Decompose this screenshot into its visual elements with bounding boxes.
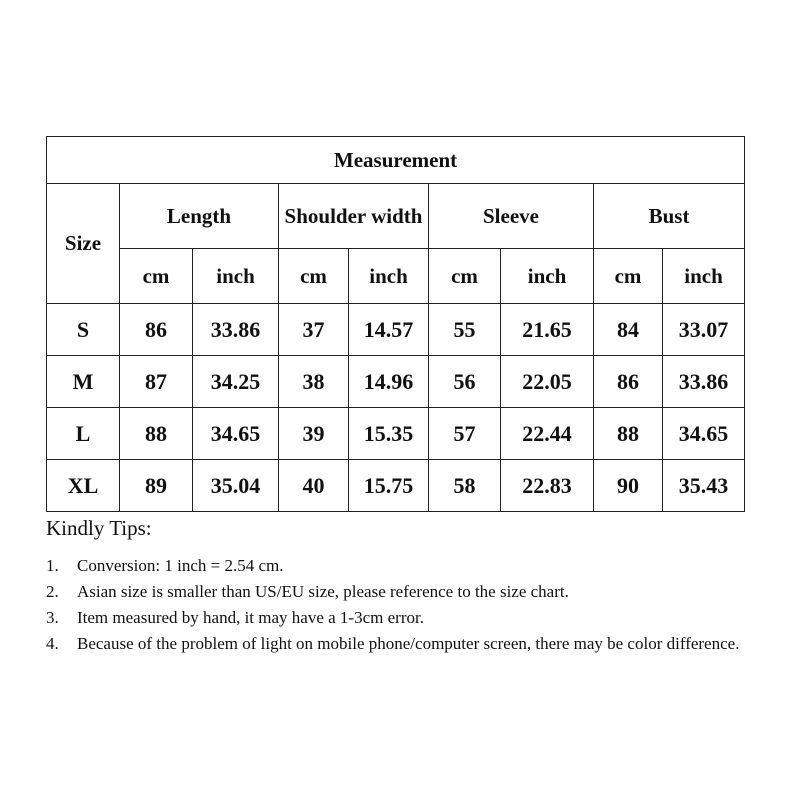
value-cell: 86 [120,304,193,356]
tip-text: Because of the problem of light on mobile phone/computer screen, there may be color difference. [77,634,740,653]
tip-number: 3. [46,608,59,627]
unit-header-cm: cm [279,249,349,304]
group-header-bust: Bust [594,184,745,249]
tip-number: 1. [46,556,59,575]
group-header-sleeve: Sleeve [429,184,594,249]
value-cell: 57 [429,408,501,460]
value-cell: 55 [429,304,501,356]
value-cell: 35.04 [193,460,279,512]
value-cell: 14.57 [349,304,429,356]
value-cell: 89 [120,460,193,512]
value-cell: 22.83 [501,460,594,512]
unit-header-cm: cm [594,249,663,304]
value-cell: 40 [279,460,349,512]
tip-text: Item measured by hand, it may have a 1-3cm error. [77,608,424,627]
size-column-header: Size [47,184,120,304]
value-cell: 35.43 [663,460,745,512]
value-cell: 58 [429,460,501,512]
unit-header-inch: inch [663,249,745,304]
size-cell: L [47,408,120,460]
value-cell: 88 [120,408,193,460]
size-cell: XL [47,460,120,512]
group-header-shoulder-width: Shoulder width [279,184,429,249]
value-cell: 33.86 [663,356,745,408]
value-cell: 84 [594,304,663,356]
unit-header-inch: inch [501,249,594,304]
unit-header-cm: cm [429,249,501,304]
tip-item [46,579,776,605]
value-cell: 38 [279,356,349,408]
table-row [47,356,745,408]
value-cell: 22.05 [501,356,594,408]
unit-header-inch: inch [349,249,429,304]
table-row [47,408,745,460]
value-cell: 34.65 [193,408,279,460]
value-cell: 39 [279,408,349,460]
value-cell: 15.35 [349,408,429,460]
unit-header-inch: inch [193,249,279,304]
value-cell: 88 [594,408,663,460]
size-cell: M [47,356,120,408]
value-cell: 34.25 [193,356,279,408]
unit-header-cm: cm [120,249,193,304]
tips-title: Kindly Tips: [46,516,152,540]
size-cell: S [47,304,120,356]
value-cell: 22.44 [501,408,594,460]
value-cell: 37 [279,304,349,356]
tip-item [46,553,776,579]
value-cell: 15.75 [349,460,429,512]
value-cell: 56 [429,356,501,408]
size-chart-table [46,136,745,512]
value-cell: 90 [594,460,663,512]
value-cell: 86 [594,356,663,408]
tips-section [46,516,776,657]
value-cell: 34.65 [663,408,745,460]
tip-item [46,631,776,657]
value-cell: 33.86 [193,304,279,356]
value-cell: 21.65 [501,304,594,356]
group-header-length: Length [120,184,279,249]
value-cell: 14.96 [349,356,429,408]
table-title: Measurement [47,137,745,184]
tip-text: Asian size is smaller than US/EU size, please reference to the size chart. [77,582,569,601]
tip-text: Conversion: 1 inch = 2.54 cm. [77,556,284,575]
value-cell: 33.07 [663,304,745,356]
tips-list [46,553,776,657]
tip-number: 4. [46,634,59,653]
table-row [47,460,745,512]
tip-item [46,605,776,631]
value-cell: 87 [120,356,193,408]
tip-number: 2. [46,582,59,601]
table-row [47,304,745,356]
